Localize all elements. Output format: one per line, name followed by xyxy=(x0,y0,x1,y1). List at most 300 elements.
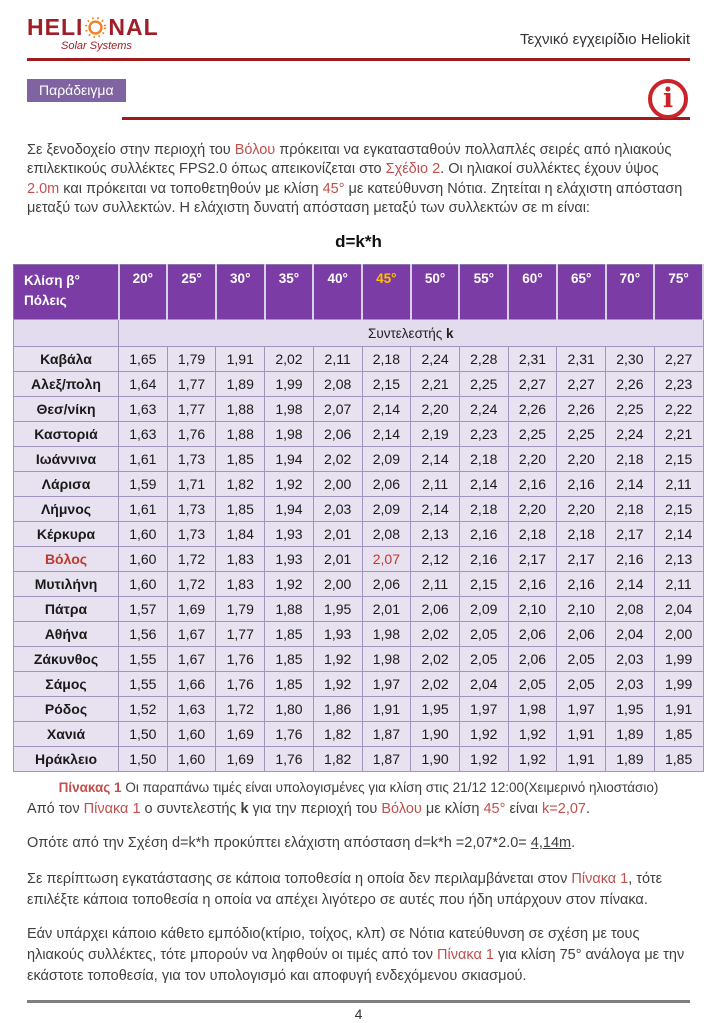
value-cell: 1,67 xyxy=(167,647,216,672)
value-cell: 1,85 xyxy=(654,722,703,747)
city-cell: Βόλος xyxy=(14,547,119,572)
value-cell: 1,72 xyxy=(167,547,216,572)
value-cell: 1,92 xyxy=(313,647,362,672)
text-segment: 45° xyxy=(483,801,506,818)
value-cell: 2,14 xyxy=(411,447,460,472)
value-cell: 1,86 xyxy=(313,697,362,722)
value-cell: 1,60 xyxy=(167,747,216,772)
value-cell: 2,00 xyxy=(654,622,703,647)
value-cell: 1,89 xyxy=(606,722,655,747)
table-row xyxy=(14,347,704,372)
header-rule xyxy=(27,58,690,61)
value-cell: 1,79 xyxy=(216,597,265,622)
value-cell: 1,56 xyxy=(119,622,168,647)
value-cell: 1,67 xyxy=(167,622,216,647)
value-cell: 2,05 xyxy=(459,622,508,647)
angle-header: 40° xyxy=(313,265,362,320)
value-cell: 1,60 xyxy=(119,572,168,597)
value-cell: 2,03 xyxy=(313,497,362,522)
angle-header: 35° xyxy=(265,265,314,320)
corner-header-line2: Πόλεις xyxy=(24,293,67,309)
value-cell: 1,92 xyxy=(508,747,557,772)
value-cell: 1,76 xyxy=(216,647,265,672)
value-cell: 1,93 xyxy=(265,547,314,572)
value-cell: 2,14 xyxy=(362,397,411,422)
text-segment: Πίνακα 1 xyxy=(437,947,494,964)
table-row xyxy=(14,597,704,622)
value-cell: 2,03 xyxy=(606,672,655,697)
value-cell: 1,91 xyxy=(362,697,411,722)
text-segment: για κλίση 75° ανάλογα με την εκάστοτε τοποθεσία, για τον υπολογισμό και αποφυγή ενδεχόμενου σκιασμού. xyxy=(27,947,685,985)
value-cell: 2,18 xyxy=(557,522,606,547)
value-cell: 1,98 xyxy=(265,422,314,447)
value-cell: 2,16 xyxy=(459,547,508,572)
value-cell: 1,94 xyxy=(265,447,314,472)
value-cell: 1,69 xyxy=(216,747,265,772)
value-cell: 2,04 xyxy=(606,622,655,647)
value-cell: 2,25 xyxy=(459,372,508,397)
value-cell: 1,50 xyxy=(119,747,168,772)
subheader-row xyxy=(14,320,704,347)
value-cell: 2,19 xyxy=(411,422,460,447)
formula: d=k*h xyxy=(335,232,382,252)
value-cell: 2,09 xyxy=(362,447,411,472)
value-cell: 2,20 xyxy=(557,497,606,522)
value-cell: 2,10 xyxy=(557,597,606,622)
table-row xyxy=(14,472,704,497)
angle-header: 30° xyxy=(216,265,265,320)
value-cell: 2,16 xyxy=(557,472,606,497)
value-cell: 2,03 xyxy=(606,647,655,672)
city-cell: Ρόδος xyxy=(14,697,119,722)
value-cell: 2,14 xyxy=(362,422,411,447)
table-row xyxy=(14,372,704,397)
paragraph-obstacle xyxy=(27,924,690,987)
text-segment: με κατεύθυνση Νότια. Ζητείται η ελάχιστη απόσταση μεταξύ των συλλεκτών. Η ελάχιστη δυνατή απόσταση μεταξύ των συλλεκτών σε m είναι: xyxy=(27,180,683,216)
value-cell: 2,10 xyxy=(508,597,557,622)
value-cell: 2,11 xyxy=(654,572,703,597)
value-cell: 2,24 xyxy=(411,347,460,372)
value-cell: 2,11 xyxy=(654,472,703,497)
value-cell: 2,25 xyxy=(557,422,606,447)
subheader-empty-cell xyxy=(14,320,119,347)
value-cell: 2,01 xyxy=(362,597,411,622)
table-row xyxy=(14,647,704,672)
value-cell: 2,14 xyxy=(459,472,508,497)
value-cell: 2,06 xyxy=(362,472,411,497)
value-cell: 2,13 xyxy=(411,522,460,547)
text-segment: 4,14m xyxy=(530,835,572,852)
value-cell: 1,77 xyxy=(167,397,216,422)
value-cell: 2,25 xyxy=(508,422,557,447)
value-cell: 1,83 xyxy=(216,572,265,597)
value-cell: 2,09 xyxy=(459,597,508,622)
text-segment: Εάν υπάρχει κάποιο κάθετο εμπόδιο(κτίριο, τοίχος, κλπ) σε Νότια κατεύθυνση σε σχέση με τους ηλιακούς συλλέκτες, τότε μπορούν να ληφθούν οι τιμές από τον xyxy=(27,926,640,964)
value-cell: 1,69 xyxy=(216,722,265,747)
text-segment: Σε ξενοδοχείο στην περιοχή του xyxy=(27,142,235,158)
value-cell: 1,72 xyxy=(216,697,265,722)
value-cell: 2,05 xyxy=(508,672,557,697)
table-row xyxy=(14,447,704,472)
city-cell: Θεσ/νίκη xyxy=(14,397,119,422)
value-cell: 2,15 xyxy=(654,447,703,472)
value-cell: 2,16 xyxy=(606,547,655,572)
value-cell: 2,02 xyxy=(411,622,460,647)
value-cell: 2,06 xyxy=(508,647,557,672)
text-segment: Σε περίπτωση εγκατάστασης σε κάποια τοποθεσία η οποία δεν περιλαμβάνεται στον xyxy=(27,871,572,888)
angle-header: 25° xyxy=(167,265,216,320)
value-cell: 1,90 xyxy=(411,747,460,772)
value-cell: 2,27 xyxy=(654,347,703,372)
table-row xyxy=(14,747,704,772)
value-cell: 2,26 xyxy=(557,397,606,422)
corner-header xyxy=(14,265,119,320)
value-cell: 1,76 xyxy=(167,422,216,447)
table-row xyxy=(14,672,704,697)
value-cell: 1,85 xyxy=(265,622,314,647)
page-header xyxy=(27,8,690,52)
value-cell: 2,07 xyxy=(313,397,362,422)
value-cell: 1,99 xyxy=(654,647,703,672)
value-cell: 2,01 xyxy=(313,547,362,572)
city-cell: Μυτιλήνη xyxy=(14,572,119,597)
value-cell: 1,77 xyxy=(216,622,265,647)
corner-header-line1: Κλίση β° xyxy=(24,273,80,289)
value-cell: 2,04 xyxy=(459,672,508,697)
table-row xyxy=(14,722,704,747)
table-row xyxy=(14,497,704,522)
value-cell: 1,98 xyxy=(362,622,411,647)
value-cell: 2,02 xyxy=(313,447,362,472)
subheader-symbol: k xyxy=(446,325,454,341)
value-cell: 2,05 xyxy=(557,672,606,697)
angles-header-row xyxy=(14,265,704,320)
value-cell: 2,06 xyxy=(508,622,557,647)
text-segment: Οι παραπάνω τιμές είναι υπολογισμένες για κλίση στις 21/12 12:00(Χειμερινό ηλιοστάσιο) xyxy=(121,780,659,796)
angle-header: 50° xyxy=(411,265,460,320)
city-cell: Αθήνα xyxy=(14,622,119,647)
sun-icon xyxy=(84,16,107,39)
value-cell: 2,31 xyxy=(508,347,557,372)
value-cell: 1,52 xyxy=(119,697,168,722)
value-cell: 1,77 xyxy=(167,372,216,397)
value-cell: 2,20 xyxy=(508,447,557,472)
value-cell: 1,92 xyxy=(459,722,508,747)
value-cell: 2,24 xyxy=(459,397,508,422)
value-cell: 1,99 xyxy=(265,372,314,397)
page-number: 4 xyxy=(354,1006,363,1023)
value-cell: 2,31 xyxy=(557,347,606,372)
text-segment: 2.0m xyxy=(27,180,60,197)
value-cell: 1,61 xyxy=(119,447,168,472)
value-cell: 1,55 xyxy=(119,672,168,697)
value-cell: 1,92 xyxy=(265,572,314,597)
paragraph-other-location xyxy=(27,869,690,911)
value-cell: 1,50 xyxy=(119,722,168,747)
value-cell: 1,63 xyxy=(119,397,168,422)
example-badge: Παράδειγμα xyxy=(27,79,126,102)
value-cell: 2,23 xyxy=(459,422,508,447)
text-segment: και πρόκειται να τοποθετηθούν με κλίση xyxy=(59,180,323,197)
text-segment: k=2,07 xyxy=(542,801,586,818)
value-cell: 1,87 xyxy=(362,747,411,772)
value-cell: 1,97 xyxy=(362,672,411,697)
city-cell: Αλεξ/πολη xyxy=(14,372,119,397)
value-cell: 2,21 xyxy=(411,372,460,397)
table-row xyxy=(14,422,704,447)
value-cell: 2,20 xyxy=(411,397,460,422)
value-cell: 1,57 xyxy=(119,597,168,622)
info-icon xyxy=(648,79,688,119)
value-cell: 1,61 xyxy=(119,497,168,522)
value-cell: 1,82 xyxy=(216,472,265,497)
value-cell: 2,25 xyxy=(606,397,655,422)
city-cell: Λήμνος xyxy=(14,497,119,522)
value-cell: 2,02 xyxy=(411,672,460,697)
value-cell: 2,12 xyxy=(411,547,460,572)
angle-header: 70° xyxy=(606,265,655,320)
value-cell: 2,27 xyxy=(508,372,557,397)
value-cell: 2,13 xyxy=(654,547,703,572)
value-cell: 1,95 xyxy=(606,697,655,722)
value-cell: 2,14 xyxy=(606,572,655,597)
angle-header: 20° xyxy=(119,265,168,320)
value-cell: 2,17 xyxy=(557,547,606,572)
angle-header: 65° xyxy=(557,265,606,320)
value-cell: 2,16 xyxy=(508,472,557,497)
value-cell: 1,59 xyxy=(119,472,168,497)
value-cell: 1,85 xyxy=(216,497,265,522)
value-cell: 2,00 xyxy=(313,472,362,497)
text-segment: Πίνακα 1 xyxy=(571,871,629,888)
info-icon-glyph: i xyxy=(662,82,674,114)
value-cell: 1,98 xyxy=(362,647,411,672)
value-cell: 1,91 xyxy=(557,747,606,772)
angle-header: 55° xyxy=(459,265,508,320)
value-cell: 1,91 xyxy=(216,347,265,372)
text-segment: Βόλου xyxy=(381,801,422,818)
value-cell: 2,28 xyxy=(459,347,508,372)
table-row xyxy=(14,397,704,422)
logo-wordmark xyxy=(27,16,159,39)
value-cell: 1,85 xyxy=(216,447,265,472)
value-cell: 1,84 xyxy=(216,522,265,547)
angle-header: 60° xyxy=(508,265,557,320)
text-segment: , τότε επιλέξτε κάποια τοποθεσία η οποία να απέχει λιγότερο σε αυτές που ήδη υπάρχουν στον πίνακα. xyxy=(27,871,663,909)
value-cell: 2,14 xyxy=(654,522,703,547)
value-cell: 1,76 xyxy=(216,672,265,697)
text-segment: με κλίση xyxy=(421,801,484,818)
text-segment: για την περιοχή του xyxy=(248,801,382,818)
value-cell: 2,02 xyxy=(411,647,460,672)
text-segment: 45° xyxy=(322,180,345,197)
city-cell: Χανιά xyxy=(14,722,119,747)
value-cell: 1,64 xyxy=(119,372,168,397)
document-title: Τεχνικό εγχειρίδιο Heliokit xyxy=(519,31,690,48)
value-cell: 2,08 xyxy=(362,522,411,547)
value-cell: 1,60 xyxy=(119,522,168,547)
value-cell: 2,06 xyxy=(313,422,362,447)
value-cell: 2,05 xyxy=(459,647,508,672)
value-cell: 2,15 xyxy=(362,372,411,397)
city-cell: Ζάκυνθος xyxy=(14,647,119,672)
value-cell: 2,26 xyxy=(606,372,655,397)
angle-header: 45° xyxy=(362,265,411,320)
value-cell: 1,82 xyxy=(313,722,362,747)
value-cell: 1,98 xyxy=(508,697,557,722)
value-cell: 1,60 xyxy=(119,547,168,572)
helional-logo xyxy=(27,16,159,52)
value-cell: 1,90 xyxy=(411,722,460,747)
text-segment: είναι xyxy=(505,801,543,818)
value-cell: 2,11 xyxy=(313,347,362,372)
value-cell: 2,11 xyxy=(411,572,460,597)
paragraph-coefficient xyxy=(27,799,690,820)
value-cell: 2,14 xyxy=(606,472,655,497)
value-cell: 2,18 xyxy=(606,497,655,522)
value-cell: 1,85 xyxy=(265,672,314,697)
value-cell: 1,99 xyxy=(654,672,703,697)
value-cell: 2,02 xyxy=(265,347,314,372)
value-cell: 2,17 xyxy=(606,522,655,547)
value-cell: 1,76 xyxy=(265,722,314,747)
value-cell: 1,85 xyxy=(265,647,314,672)
value-cell: 2,11 xyxy=(411,472,460,497)
value-cell: 2,14 xyxy=(411,497,460,522)
value-cell: 1,69 xyxy=(167,597,216,622)
value-cell: 2,06 xyxy=(411,597,460,622)
text-segment: ο συντελεστής xyxy=(140,801,241,818)
logo-text-right: NAL xyxy=(108,14,159,40)
text-segment: Πίνακας 1 xyxy=(58,780,122,796)
value-cell: 2,18 xyxy=(459,447,508,472)
city-cell: Καστοριά xyxy=(14,422,119,447)
section-rule xyxy=(122,117,690,120)
table-row xyxy=(14,522,704,547)
value-cell: 2,01 xyxy=(313,522,362,547)
value-cell: 2,27 xyxy=(557,372,606,397)
value-cell: 2,16 xyxy=(508,572,557,597)
city-cell: Πάτρα xyxy=(14,597,119,622)
value-cell: 2,26 xyxy=(508,397,557,422)
value-cell: 2,18 xyxy=(606,447,655,472)
example-section-header xyxy=(27,79,690,141)
value-cell: 2,20 xyxy=(557,447,606,472)
value-cell: 1,79 xyxy=(167,347,216,372)
logo-text-left: HELI xyxy=(27,14,84,40)
value-cell: 1,93 xyxy=(313,622,362,647)
value-cell: 1,92 xyxy=(265,472,314,497)
value-cell: 1,89 xyxy=(216,372,265,397)
value-cell: 1,73 xyxy=(167,522,216,547)
value-cell: 1,97 xyxy=(459,697,508,722)
table-caption xyxy=(27,780,690,795)
value-cell: 1,92 xyxy=(459,747,508,772)
table-row xyxy=(14,572,704,597)
text-segment: k xyxy=(240,801,249,818)
text-segment: Σχέδιο 2 xyxy=(385,161,441,178)
intro-paragraph xyxy=(27,141,690,218)
value-cell: 2,20 xyxy=(508,497,557,522)
value-cell: 2,00 xyxy=(313,572,362,597)
text-segment: Από τον xyxy=(27,801,84,818)
value-cell: 1,66 xyxy=(167,672,216,697)
table-row xyxy=(14,622,704,647)
value-cell: 1,65 xyxy=(119,347,168,372)
value-cell: 2,06 xyxy=(557,622,606,647)
value-cell: 1,91 xyxy=(557,722,606,747)
value-cell: 2,08 xyxy=(606,597,655,622)
value-cell: 2,30 xyxy=(606,347,655,372)
value-cell: 1,95 xyxy=(313,597,362,622)
value-cell: 2,18 xyxy=(508,522,557,547)
text-segment: . xyxy=(585,801,591,818)
city-cell: Ιωάννινα xyxy=(14,447,119,472)
value-cell: 1,60 xyxy=(167,722,216,747)
value-cell: 2,07 xyxy=(362,547,411,572)
city-cell: Σάμος xyxy=(14,672,119,697)
value-cell: 1,98 xyxy=(265,397,314,422)
value-cell: 1,83 xyxy=(216,547,265,572)
value-cell: 1,63 xyxy=(167,697,216,722)
text-segment: . xyxy=(571,835,576,852)
text-segment: Πίνακα 1 xyxy=(83,801,141,818)
value-cell: 1,88 xyxy=(265,597,314,622)
value-cell: 1,94 xyxy=(265,497,314,522)
logo-subtitle: Solar Systems xyxy=(61,40,132,52)
value-cell: 2,16 xyxy=(459,522,508,547)
value-cell: 1,95 xyxy=(411,697,460,722)
value-cell: 1,97 xyxy=(557,697,606,722)
footer-rule xyxy=(27,1000,690,1003)
value-cell: 2,09 xyxy=(362,497,411,522)
value-cell: 1,89 xyxy=(606,747,655,772)
coefficient-table xyxy=(13,264,704,772)
value-cell: 1,91 xyxy=(654,697,703,722)
value-cell: 1,73 xyxy=(167,497,216,522)
value-cell: 1,88 xyxy=(216,422,265,447)
value-cell: 1,55 xyxy=(119,647,168,672)
value-cell: 2,16 xyxy=(557,572,606,597)
value-cell: 2,18 xyxy=(459,497,508,522)
value-cell: 2,05 xyxy=(557,647,606,672)
value-cell: 1,92 xyxy=(313,672,362,697)
value-cell: 1,72 xyxy=(167,572,216,597)
value-cell: 1,88 xyxy=(216,397,265,422)
text-segment: Βόλου xyxy=(234,142,276,158)
value-cell: 2,17 xyxy=(508,547,557,572)
value-cell: 2,08 xyxy=(313,372,362,397)
text-segment: Οπότε από την Σχέση d=k*h προκύπτει ελάχιστη απόσταση d=k*h =2,07*2.0= xyxy=(27,835,531,852)
table-body xyxy=(14,320,704,772)
value-cell: 1,71 xyxy=(167,472,216,497)
value-cell: 1,93 xyxy=(265,522,314,547)
value-cell: 2,23 xyxy=(654,372,703,397)
text-segment: πρόκειται να εγκατασταθούν πολλαπλές σειρές από ηλιακούς επιλεκτικούς συλλέκτες FPS2.0 όπως απεικονίζεται στο xyxy=(27,142,672,178)
value-cell: 1,87 xyxy=(362,722,411,747)
value-cell: 2,22 xyxy=(654,397,703,422)
city-cell: Καβάλα xyxy=(14,347,119,372)
value-cell: 1,85 xyxy=(654,747,703,772)
value-cell: 2,24 xyxy=(606,422,655,447)
subheader-cell xyxy=(119,320,704,347)
value-cell: 1,63 xyxy=(119,422,168,447)
table-row xyxy=(14,697,704,722)
value-cell: 2,21 xyxy=(654,422,703,447)
value-cell: 1,92 xyxy=(508,722,557,747)
city-cell: Λάρισα xyxy=(14,472,119,497)
value-cell: 2,04 xyxy=(654,597,703,622)
